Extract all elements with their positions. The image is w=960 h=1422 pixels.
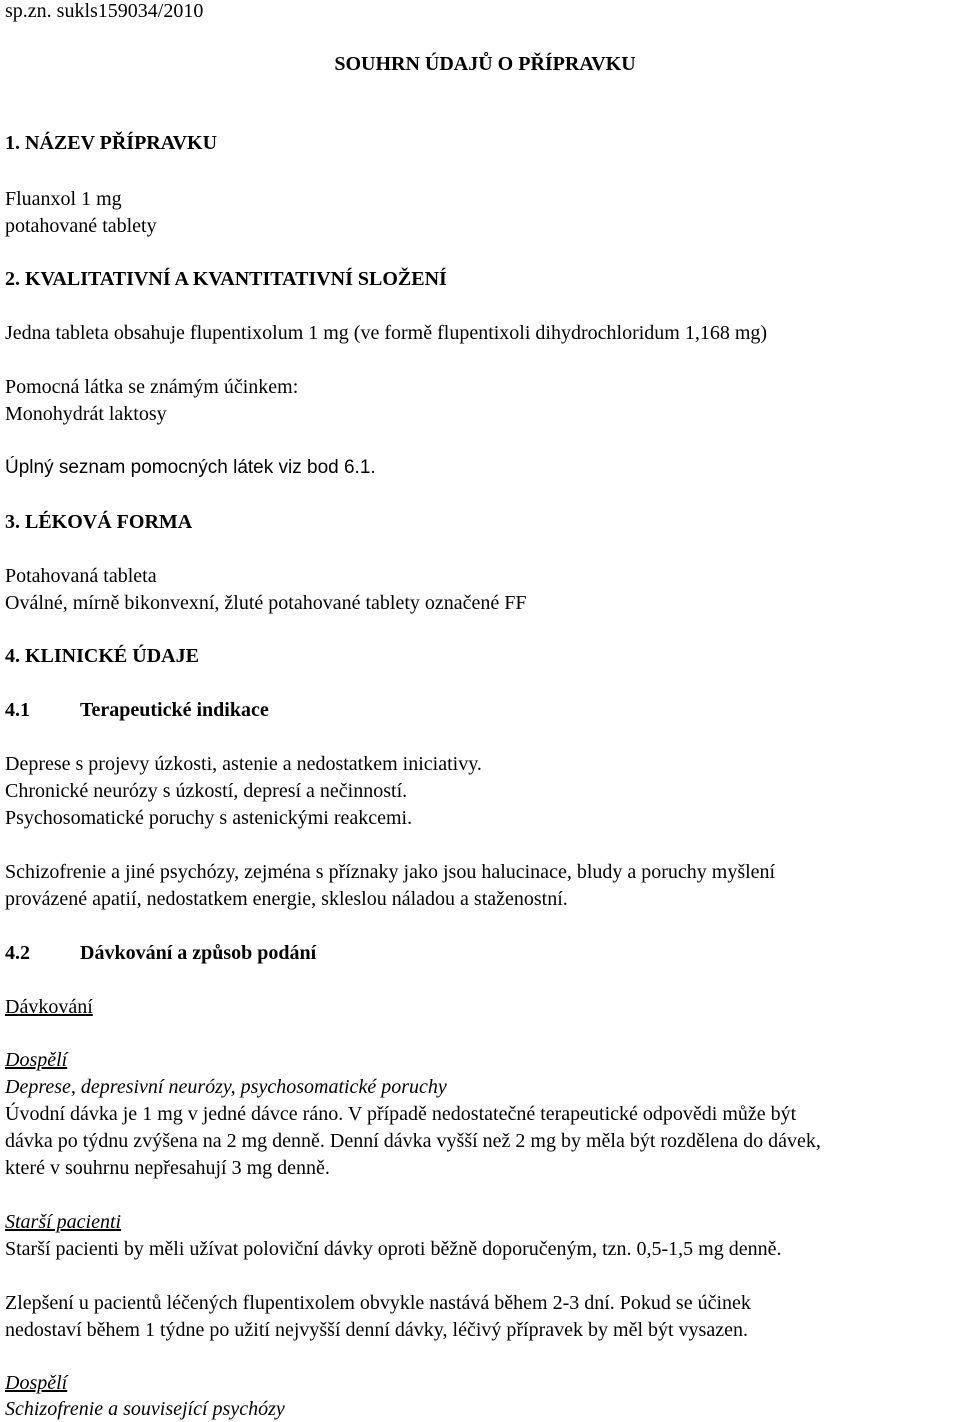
section-4-2-title: Dávkování a způsob podání	[80, 942, 317, 964]
section-1-heading: 1. NÁZEV PŘÍPRAVKU	[5, 132, 218, 154]
adults-dosage-line-3: které v souhrnu nepřesahují 3 mg denně.	[5, 1157, 330, 1179]
adults-dosage-line-1: Úvodní dávka je 1 mg v jedné dávce ráno. V případě nedostatečné terapeutické odpovědi může být	[5, 1103, 797, 1125]
excipient-full-list-note: Úplný seznam pomocných látek viz bod 6.1.	[5, 457, 376, 478]
section-4-1-number: 4.1	[5, 699, 30, 721]
section-4-heading: 4. KLINICKÉ ÚDAJE	[5, 645, 199, 667]
section-4-2-heading	[5, 940, 316, 966]
elderly-subheading: Starší pacienti	[5, 1211, 122, 1233]
indication-para-2-line-1: Schizofrenie a jiné psychózy, zejména s příznaky jako jsou halucinace, bludy a poruchy myšlení	[5, 861, 776, 883]
excipient-label: Pomocná látka se známým účinkem:	[5, 376, 299, 398]
adults-indication-1: Deprese, depresivní neurózy, psychosomatické poruchy	[5, 1076, 447, 1098]
document-reference: sp.zn. sukls159034/2010	[5, 0, 204, 22]
indication-line-3: Psychosomatické poruchy s astenickými reakcemi.	[5, 807, 413, 829]
section-2-heading: 2. KVALITATIVNÍ A KVANTITATIVNÍ SLOŽENÍ	[5, 268, 447, 290]
section-3-heading: 3. LÉKOVÁ FORMA	[5, 511, 193, 533]
indication-line-2: Chronické neurózy s úzkostí, depresí a nečinností.	[5, 780, 408, 802]
improvement-line-1: Zlepšení u pacientů léčených flupentixolem obvykle nastává během 2-3 dní. Pokud se účinek	[5, 1292, 751, 1314]
product-name: Fluanxol 1 mg	[5, 188, 122, 210]
excipient-name: Monohydrát laktosy	[5, 403, 167, 425]
section-4-1-heading	[5, 697, 269, 723]
section-4-1-title: Terapeutické indikace	[80, 699, 269, 721]
adults-dosage-line-2: dávka po týdnu zvýšena na 2 mg denně. Denní dávka vyšší než 2 mg by měla být rozdělena do dávek,	[5, 1130, 821, 1152]
product-form: potahované tablety	[5, 215, 157, 237]
indication-line-1: Deprese s projevy úzkosti, astenie a nedostatkem iniciativy.	[5, 753, 482, 775]
dosage-subheading: Dávkování	[5, 996, 93, 1018]
indication-para-2-line-2: provázené apatií, nedostatkem energie, skleslou náladou a staženostní.	[5, 888, 568, 910]
adults-subheading-1: Dospělí	[5, 1049, 68, 1071]
adults-indication-2: Schizofrenie a související psychózy	[5, 1398, 285, 1420]
dosage-form: Potahovaná tableta	[5, 565, 157, 587]
elderly-dosage-text: Starší pacienti by měli užívat poloviční dávky oproti běžně doporučeným, tzn. 0,5-1,5 mg denně.	[5, 1238, 782, 1260]
document-title: SOUHRN ÚDAJŮ O PŘÍPRAVKU	[334, 53, 636, 75]
tablet-description: Oválné, mírně bikonvexní, žluté potahované tablety označené FF	[5, 592, 527, 614]
adults-subheading-2: Dospělí	[5, 1372, 68, 1394]
improvement-line-2: nedostaví během 1 týdne po užití nejvyšší denní dávky, léčivý přípravek by měl být vysazen.	[5, 1319, 748, 1341]
section-4-2-number: 4.2	[5, 942, 30, 964]
composition-text: Jedna tableta obsahuje flupentixolum 1 mg (ve formě flupentixoli dihydrochloridum 1,168 mg)	[5, 322, 768, 344]
